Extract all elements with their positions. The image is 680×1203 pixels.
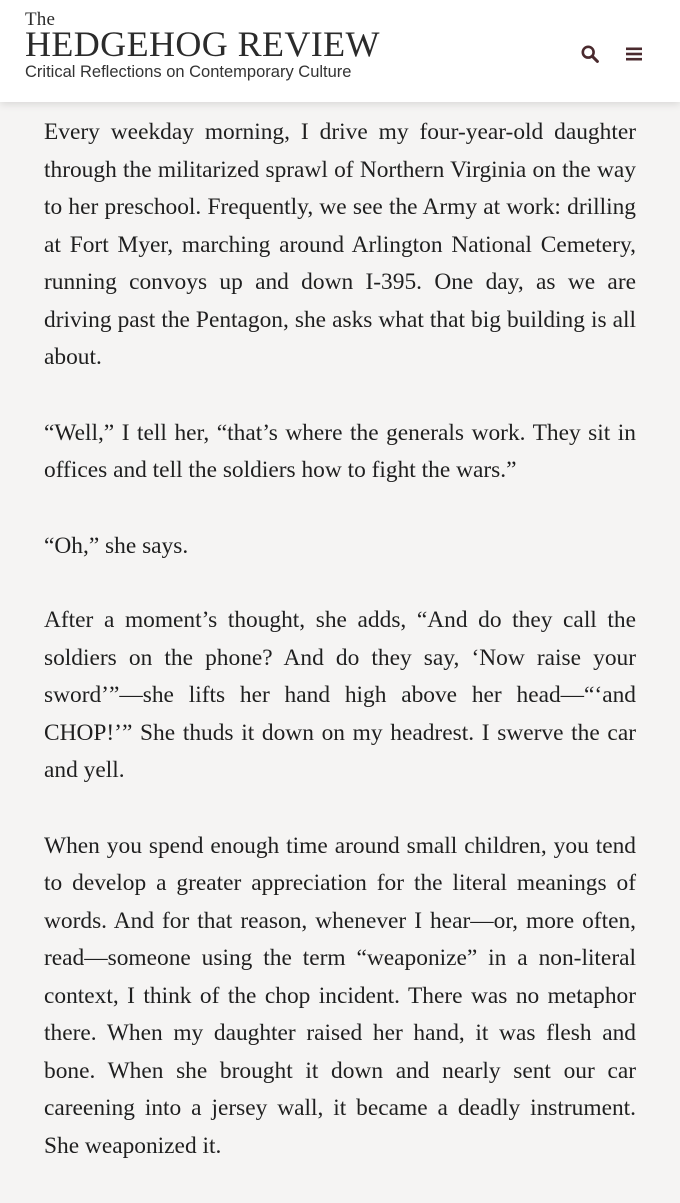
article-paragraph: Every weekday morning, I drive my four-year-old daughter through the militarized sprawl of Northern Virginia on the way to her preschool. Frequently, we see the Army at work: drilling at Fort Myer, marching around Arlington National Cemetery, running convoys up and down I-395. One day, as we are driving past the Pentagon, she asks what that big building is all about. (44, 119, 636, 370)
article-paragraph: “Oh,” she says. (44, 532, 189, 559)
search-icon (581, 45, 599, 63)
search-button[interactable] (576, 40, 604, 68)
logo-tagline: Critical Reflections on Contemporary Culture (25, 63, 352, 81)
site-header (0, 0, 680, 102)
menu-button[interactable] (620, 40, 648, 68)
article-body (44, 114, 636, 1203)
menu-icon (626, 47, 642, 61)
site-logo[interactable] (25, 10, 380, 82)
logo-the: The (25, 9, 56, 30)
article-paragraph: After a moment’s thought, she adds, “And do they call the soldiers on the phone? And do they say, ‘Now raise your sword’”—she lifts her hand high above her head—“‘and CHOP!’” She thuds it down on my headrest. I swerve the car and yell. (44, 607, 636, 783)
logo-title: HEDGEHOG REVIEW (25, 24, 380, 64)
article-paragraph: “Well,” I tell her, “that’s where the generals work. They sit in offices and tell the soldiers how to fight the wars.” (44, 419, 636, 483)
article-paragraph: When you spend enough time around small children, you tend to develop a greater appreciation for the literal meanings of words. And for that reason, whenever I hear—or, more often, read—someone using the term “weaponize” in a non-literal context, I think of the chop incident. There was no metaphor there. When my daughter raised her hand, it was flesh and bone. When she brought it down and nearly sent our car careening into a jersey wall, it became a deadly instrument. She weaponized it. (44, 832, 636, 1159)
